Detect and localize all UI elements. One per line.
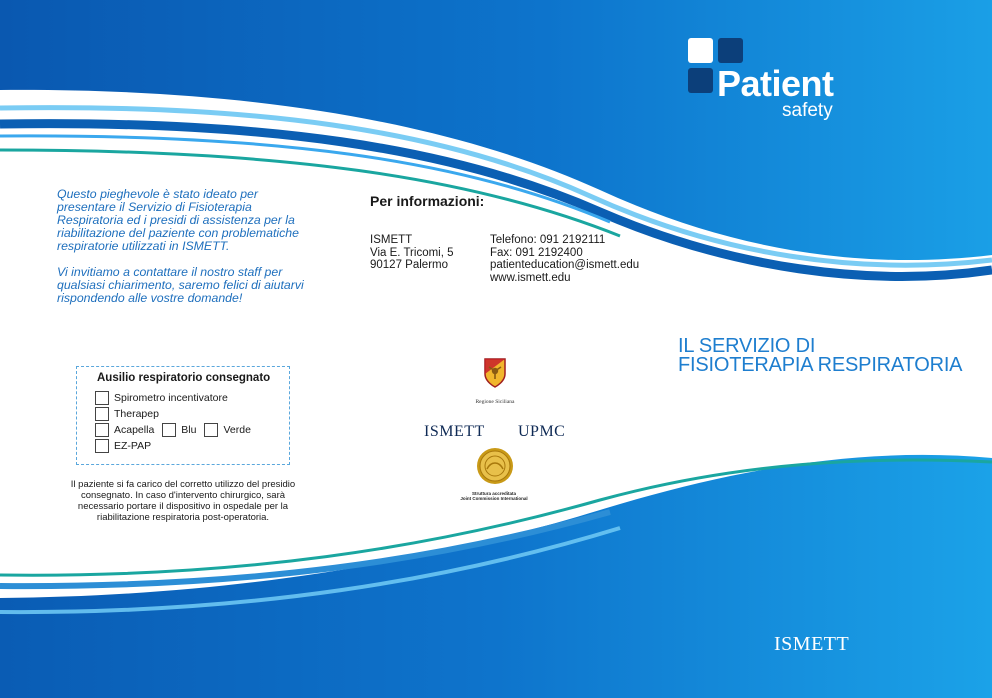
info-title: Per informazioni: bbox=[370, 193, 485, 209]
address-block bbox=[370, 234, 454, 272]
address-line: 90127 Palermo bbox=[370, 259, 448, 271]
checkbox-label: Blu bbox=[181, 424, 197, 436]
checkbox-label: Acapella bbox=[114, 424, 155, 436]
logo-square-navy bbox=[718, 38, 743, 63]
note-line: Il paziente si fa carico del corretto utilizzo del presidio bbox=[70, 479, 296, 490]
logo-title: Patient bbox=[717, 63, 834, 104]
note-line: riabilitazione respiratoria post-operatoria. bbox=[96, 512, 270, 523]
website-link[interactable]: www.ismett.edu bbox=[490, 271, 571, 284]
accreditation-line: Joint Commission International bbox=[460, 496, 528, 501]
fax-text: Fax: 091 2192400 bbox=[490, 246, 583, 259]
sicily-emblem-icon bbox=[484, 358, 506, 388]
intro-line: rispondendo alle vostre domande! bbox=[57, 291, 243, 305]
ismett-logo: ISMETT bbox=[424, 423, 485, 440]
intro-line: riabilitazione del paziente con problematiche bbox=[57, 226, 299, 240]
intro-paragraph-2 bbox=[57, 266, 327, 305]
footer-ismett-logo: ISMETT bbox=[774, 633, 850, 655]
intro-paragraph-1 bbox=[57, 188, 327, 253]
service-title-line: FISIOTERAPIA RESPIRATORIA bbox=[678, 354, 963, 376]
patient-safety-logo bbox=[688, 38, 858, 128]
intro-line: Questo pieghevole è stato ideato per bbox=[57, 187, 258, 201]
address-line: ISMETT bbox=[370, 234, 413, 246]
upmc-logo: UPMC bbox=[518, 423, 566, 440]
email-link[interactable]: patienteducation@ismett.edu bbox=[490, 259, 640, 271]
checklist-title: Ausilio respiratorio consegnato bbox=[97, 372, 271, 384]
accreditation-line: Struttura accreditata bbox=[471, 491, 516, 496]
checkbox-label: Therapep bbox=[114, 408, 159, 420]
checkbox-acapella[interactable] bbox=[95, 423, 109, 437]
checkbox-label: EZ-PAP bbox=[114, 440, 152, 452]
device-checklist-box bbox=[76, 366, 290, 465]
checkbox-spirometro[interactable] bbox=[95, 391, 109, 405]
logo-square-white bbox=[688, 38, 713, 63]
note-line: necessario portare il dispositivo in ospedale per la bbox=[77, 501, 289, 512]
address-line: Via E. Tricomi, 5 bbox=[370, 246, 454, 259]
service-title-line: IL SERVIZIO DI bbox=[678, 335, 816, 357]
intro-line: respiratorie utilizzati in ISMETT. bbox=[57, 239, 230, 253]
accreditation-text bbox=[438, 491, 550, 501]
intro-line: Respiratoria ed i presidi di assistenza per la bbox=[57, 213, 295, 227]
logo-square-navy-2 bbox=[688, 68, 713, 93]
intro-line: presentare il Servizio di Fisioterapia bbox=[57, 200, 252, 214]
intro-line: qualsiasi chiarimento, saremo felici di aiutarvi bbox=[57, 278, 304, 292]
service-title bbox=[678, 337, 962, 375]
checklist-row bbox=[95, 391, 228, 405]
checkbox-blu[interactable] bbox=[162, 423, 176, 437]
checkbox-therapep[interactable] bbox=[95, 407, 109, 421]
checkbox-verde[interactable] bbox=[204, 423, 218, 437]
usage-note bbox=[48, 479, 318, 523]
checklist-row bbox=[95, 439, 151, 453]
logo-subtitle: safety bbox=[782, 100, 833, 121]
intro-text bbox=[57, 188, 327, 318]
jci-seal-icon bbox=[476, 447, 514, 485]
checklist-row bbox=[95, 423, 251, 437]
checkbox-label: Spirometro incentivatore bbox=[114, 392, 228, 404]
checkbox-ezpap[interactable] bbox=[95, 439, 109, 453]
region-label: Regione Siciliana bbox=[475, 399, 515, 405]
phone-text: Telefono: 091 2192111 bbox=[490, 234, 606, 246]
checkbox-label: Verde bbox=[223, 424, 251, 436]
note-line: consegnato. In caso d'intervento chirurgico, sarà bbox=[80, 490, 286, 501]
contacts-block bbox=[490, 234, 639, 284]
intro-line: Vi invitiamo a contattare il nostro staff per bbox=[57, 265, 283, 279]
checklist-row bbox=[95, 407, 159, 421]
